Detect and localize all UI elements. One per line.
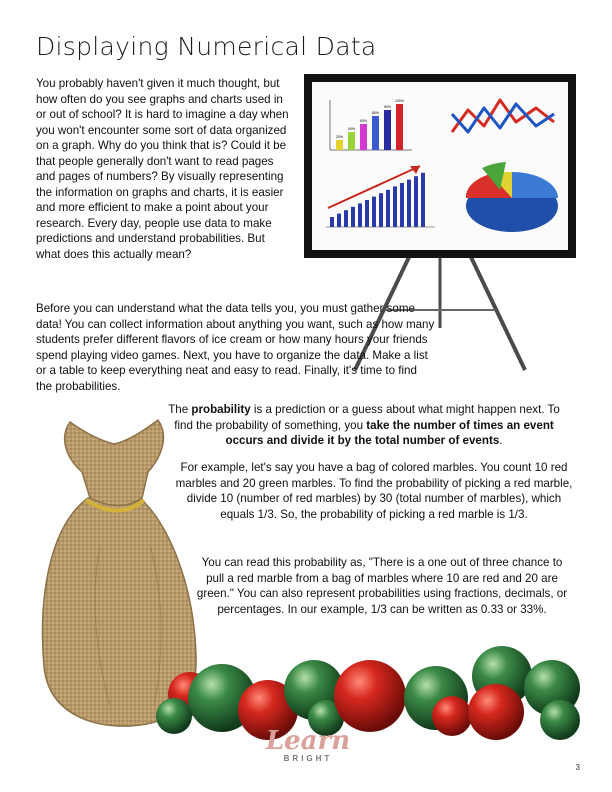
easel-trend-bar <box>386 190 390 227</box>
page-title: Displaying Numerical Data <box>36 32 377 61</box>
probability-term: probability <box>191 403 251 416</box>
easel-trend-bar <box>365 200 369 227</box>
easel-bar <box>336 140 343 150</box>
easel-bar-label: 20% <box>335 135 344 139</box>
easel-trend-bar <box>330 217 334 227</box>
marble-example-paragraph: For example, let's say you have a bag of colored marbles. You count 10 red marbles and 20 green marbles. To find the probability of picking a red marble, divide 10 (number of red marbles) by 30 (total number of marbles), which equals 1/3. So, the probability of picking a red marble is 1/3. <box>175 461 573 521</box>
easel-trend-bar <box>379 193 383 227</box>
logo-subtitle: BRIGHT <box>283 754 333 763</box>
easel-trend-bar <box>407 180 411 227</box>
easel-bar <box>384 110 391 150</box>
easel-trend-bar <box>414 176 418 227</box>
intro-paragraph: You probably haven't given it much thought, but how often do you see graphs and charts used in or out of school? It is hard to imagine a day when you won't encounter some sort of data organized on a graph. Why do you think that is? Could it be that people generally don't want to read pages and pages of numbers? By visually representing the information on graphs and charts, it is easier and more efficient to make a point about your research. Every day, people use data to make predictions and understand probabilities. But what does this actually mean? <box>36 77 289 261</box>
easel-trend-bar <box>400 183 404 227</box>
easel-trend-bar <box>393 186 397 227</box>
easel-bar-label: 90% <box>383 105 392 109</box>
easel-bar <box>360 124 367 150</box>
easel-bar <box>372 116 379 150</box>
easel-bar <box>396 104 403 150</box>
definition-lead: The <box>168 403 192 416</box>
probability-reading-paragraph: You can read this probability as, "There is a one out of three chance to pull a red marble from a bag of marbles where 10 are red and 20 are green." You can also represent probabilities using fractions, decimals, or percentages. In our example, 1/3 can be written as 0.33 or 33%. <box>196 556 568 616</box>
definition-middle: is a prediction or a guess about what might happen next. To find the probability of something, you <box>174 403 560 432</box>
easel-bar-label: 80% <box>371 111 380 115</box>
easel-trend-bar <box>358 203 362 227</box>
logo-word: Learn <box>265 726 351 756</box>
easel-trend-bar <box>351 207 355 227</box>
easel-bar-label: 100% <box>395 99 404 103</box>
probability-definition <box>164 402 564 449</box>
page-number: 3 <box>575 763 580 772</box>
easel-bar-label: 60% <box>359 119 368 123</box>
gather-data-paragraph: Before you can understand what the data tells you, you must gather some data! You can collect information about anything you want, such as how many students prefer different flavors of ice cream or how many hours your friends spend playing video games. Next, you have to organize the data. Make a list or a table to keep everything neat and easy to read. Finally, it's time to find the probabilities. <box>36 302 435 393</box>
marbles-illustration <box>150 632 590 756</box>
easel-trend-bar <box>421 173 425 227</box>
learn-bright-logo <box>253 728 363 763</box>
easel-trend-bar <box>372 197 376 227</box>
easel-bar-label: 40% <box>347 127 356 131</box>
probability-rule: take the number of times an event occurs and divide it by the total number of events <box>225 418 554 447</box>
definition-end: . <box>499 434 503 447</box>
easel-trend-bar <box>337 214 341 227</box>
easel-trend-bar <box>344 210 348 227</box>
easel-bar <box>348 132 355 150</box>
